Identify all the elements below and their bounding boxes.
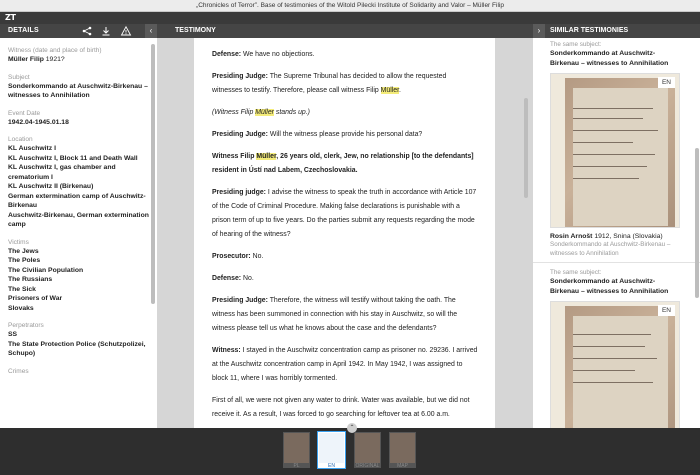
testimony-panel (157, 38, 533, 428)
testimony-scrollbar[interactable] (524, 98, 528, 198)
paragraph: Presiding Judge: Will the witness please provide his personal data? (212, 131, 423, 138)
similar-scrollbar[interactable] (695, 148, 699, 298)
language-badge: EN (658, 77, 675, 88)
subject-value[interactable]: Sonderkommando at Auschwitz-Birkenau – witnesses to Annihilation (8, 82, 148, 99)
app-bar (0, 12, 700, 24)
victim-item[interactable]: The Russians (8, 276, 53, 283)
similar-title: SIMILAR TESTIMONIES (550, 27, 629, 34)
location-label: Location (8, 136, 33, 143)
page-tab-label: EN (328, 463, 335, 469)
paragraph: Presiding judge: I advise the witness to speak the truth in accordance with Article 107 of the Code of Criminal Procedure. Making false declarations is punishable with a prison term of up to five years. Do the parties submit any requests regarding the mode of hearing of the witness? (212, 189, 477, 238)
perpetrator-item[interactable]: The State Protection Police (Schutzpolizei, Schupo) (8, 340, 146, 357)
similar-thumbnail[interactable] (550, 301, 680, 428)
similar-subject[interactable]: Sonderkommando at Auschwitz-Birkenau – witnesses to Annihilation (550, 278, 669, 295)
warning-icon[interactable] (120, 25, 132, 37)
language-badge: EN (658, 305, 675, 316)
victims-label: Victims (8, 238, 29, 246)
download-icon[interactable] (100, 25, 112, 37)
location-item[interactable]: KL Auschwitz I (8, 145, 56, 152)
page-thumbnail (319, 433, 344, 463)
crimes-label: Crimes (8, 367, 29, 375)
same-subject-label: The same subject: (550, 269, 602, 276)
perpetrator-item[interactable]: SS (8, 331, 18, 338)
paragraph: Prosecutor: No. (212, 253, 264, 260)
event-date-value: 1942.04-1945.01.18 (8, 118, 69, 126)
paragraph: Presiding Judge: Therefore, the witness will testify without taking the oath. The witness has been summoned in connection with his stay in Auschwitz, so will the witness please tell us what he knows about the case and the defendants? (212, 297, 458, 332)
victim-item[interactable]: The Jews (8, 247, 39, 255)
document-image (565, 78, 675, 228)
details-scrollbar[interactable] (151, 44, 155, 304)
paragraph: Presiding Judge: The Supreme Tribunal has decided to allow the requested witnesses to testify. Therefore, please call witness Filip Müller. (212, 73, 447, 94)
similar-subject[interactable]: Sonderkommando at Auschwitz-Birkenau – witnesses to Annihilation (550, 50, 669, 67)
location-item[interactable]: German extermination camp of Auschwitz-Birkenau (8, 192, 146, 209)
collapse-right-chevron-icon[interactable]: › (533, 24, 545, 38)
page-tab-en[interactable] (318, 432, 345, 468)
page-strip (0, 425, 700, 475)
witness-name[interactable]: Müller Filip (8, 56, 44, 63)
witness-label: Witness (date and place of birth) (8, 47, 102, 54)
similar-witness[interactable]: Rosin Arnošt 1912, Snina (Slovakia) (550, 233, 663, 240)
paragraph: Defense: We have no objections. (212, 51, 315, 58)
details-title: DETAILS (8, 27, 39, 34)
page-tab-label: MAP (397, 463, 408, 469)
similar-item[interactable] (550, 268, 680, 428)
highlight: Müller (255, 109, 274, 116)
similar-description: Sonderkommando at Auschwitz-Birkenau – witnesses to Annihilation (550, 241, 671, 257)
location-item[interactable]: KL Auschwitz I, gas chamber and crematorium I (8, 164, 116, 181)
perpetrators-label: Perpetrators (8, 322, 44, 329)
testimony-title: TESTIMONY (175, 27, 216, 34)
page-thumbnail (284, 433, 309, 463)
page-tab-original[interactable] (354, 432, 381, 468)
victim-item[interactable]: Slovaks (8, 304, 34, 312)
same-subject-label: The same subject: (550, 41, 602, 48)
details-panel (0, 24, 157, 428)
similar-header (533, 24, 700, 38)
window-title: „Chronicles of Terror”. Base of testimonies of the Witold Pilecki Institute of Solidarity and Valor – Müller Filip (0, 0, 700, 12)
paragraph: Witness Filip Müller, 26 years old, clerk, Jew, no relationship [to the defendants] resident in Ústí nad Labem, Czechoslovakia. (212, 153, 474, 174)
page-tab-pl[interactable] (283, 432, 310, 468)
victim-item[interactable]: The Civilian Population (8, 266, 84, 274)
divider (533, 262, 700, 263)
highlight: Müller (256, 153, 277, 160)
paragraph: (Witness Filip Müller stands up.) (212, 109, 310, 116)
paragraph: Defense: No. (212, 275, 254, 282)
location-item[interactable]: KL Auschwitz II (Birkenau) (8, 183, 94, 190)
app-logo[interactable]: ZT (5, 13, 16, 22)
page-thumbnail (355, 433, 380, 463)
event-date-label: Event Date (8, 109, 41, 117)
strip-toggle-icon[interactable]: ⌃ (347, 423, 357, 433)
witness-value (8, 55, 150, 65)
page-thumbnail (390, 433, 415, 463)
paragraph: First of all, we were not given any water to drink. Water was available, but we did not receive it. As a result, I was forced to go searching for leftover tea at 6.00 a.m. (212, 397, 470, 418)
location-item[interactable]: KL Auschwitz I, Block 11 and Death Wall (8, 154, 138, 162)
page-tab-label: PL (293, 463, 300, 469)
similar-thumbnail[interactable] (550, 73, 680, 228)
testimony-text (194, 38, 495, 428)
page-tab-label: ORIGINAL (355, 463, 380, 469)
victim-item[interactable]: The Poles (8, 257, 41, 264)
share-icon[interactable] (81, 25, 93, 37)
details-header (0, 24, 157, 38)
document-image (565, 306, 675, 428)
highlight: Müller (380, 87, 400, 94)
collapse-left-chevron-icon[interactable]: ‹ (145, 24, 157, 38)
page-tab-map[interactable] (389, 432, 416, 468)
subject-label: Subject (8, 73, 30, 81)
details-body (0, 38, 150, 428)
testimony-header (157, 24, 533, 38)
similar-item[interactable] (550, 40, 680, 258)
victim-item[interactable]: Prisoners of War (8, 295, 63, 302)
similar-panel (533, 38, 700, 428)
victim-item[interactable]: The Sick (8, 285, 36, 293)
witness-birth: 1921? (45, 56, 65, 63)
paragraph: Witness: I stayed in the Auschwitz concentration camp as prisoner no. 29236. I arrived at the Auschwitz concentration camp in April 1942. In May 1942, I was assigned to block 11, where I was horribly tormented. (212, 347, 478, 382)
location-item[interactable]: Auschwitz-Birkenau, German extermination camp (8, 211, 149, 228)
